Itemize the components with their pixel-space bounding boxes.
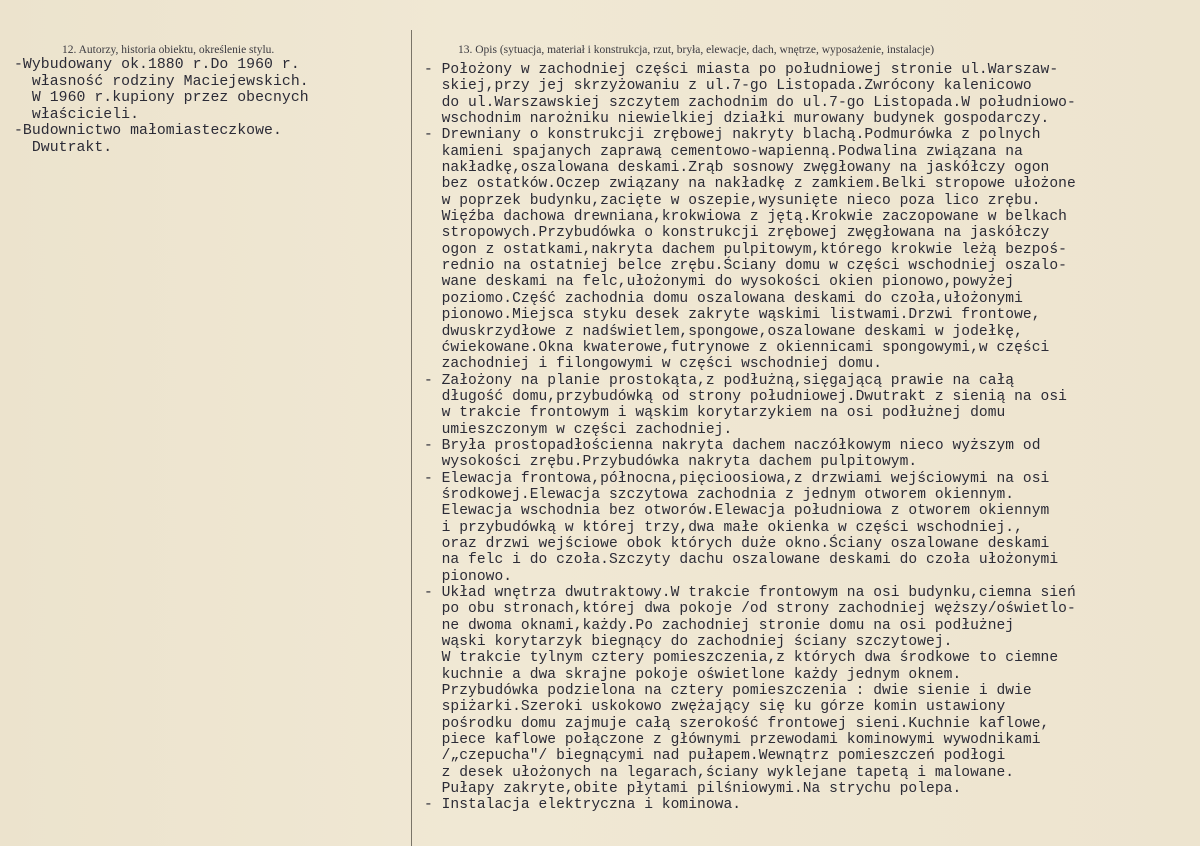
text-line: wschodnim narożniku niewielkiej działki murowany budynek gospodarczy. [424, 111, 1050, 128]
section-13-header: 13. Opis (sytuacja, materiał i konstrukcja, rzut, bryła, elewacje, dach, wnętrze, wyposażenie, instalacje) [458, 44, 935, 56]
text-line: - Układ wnętrza dwutraktowy.W trakcie frontowym na osi budynku,ciemna sień [424, 585, 1076, 601]
text-line: -Budownictwo małomiasteczkowe. [14, 123, 282, 140]
text-line: - Założony na planie prostokąta,z podłużną,sięgającą prawie na całą [424, 372, 1015, 389]
text-line: - Instalacja elektryczna i kominowa. [424, 797, 742, 814]
text-line: -Wybudowany ok.1880 r.Do 1960 r. [14, 57, 300, 73]
text-line: długość domu,przybudówką od strony południowej.Dwutrakt z sienią na osi [424, 388, 1067, 405]
text-line: pośrodku domu zajmuje całą szerokość frontowej sieni.Kuchnie kaflowe, [424, 715, 1050, 732]
text-line: pionowo.Miejsca styku desek zakryte wąskimi listwami.Drzwi frontowe, [424, 307, 1041, 324]
text-line: stropowych.Przybudówka o konstrukcji zrębowej zwęgłowana na jaskółczy [424, 225, 1050, 242]
text-line: do ul.Warszawskiej szczytem zachodnim do ul.7-go Listopada.W południowo- [424, 94, 1076, 111]
history-text [14, 57, 404, 157]
text-line: i przybudówką w której trzy,dwa małe okienka w części wschodniej., [424, 519, 1023, 536]
text-line: w poprzek budynku,zacięte w oszepie,wysunięte nieco poza lico zrębu. [424, 192, 1041, 209]
text-line: - Elewacja frontowa,północna,pięcioosiowa,z drzwiami wejściowymi na osi [424, 470, 1050, 487]
text-line: bez ostatków.Oczep związany na nakładkę z zamkiem.Belki stropowe ułożone [424, 176, 1076, 193]
text-line: piece kaflowe połączone z głównymi przewodami kominowymi wywodnikami [424, 732, 1041, 749]
text-line: rednio na ostatniej belce zrębu.Ściany domu w części wschodniej oszalo- [424, 258, 1067, 275]
text-line: Dwutrakt. [14, 139, 113, 156]
text-line: pionowo. [424, 568, 513, 585]
text-line: ćwiekowane.Okna kwaterowe,futrynowe z okiennicami spongowymi,w części [424, 339, 1050, 356]
text-line: W trakcie tylnym cztery pomieszczenia,z których dwa środkowe to ciemne [424, 650, 1059, 667]
text-line: własność rodziny Maciejewskich. [14, 73, 309, 90]
text-line: wysokości zrębu.Przybudówka nakryta dachem pulpitowym. [424, 454, 918, 471]
text-line: właścicieli. [14, 106, 140, 123]
text-line: po obu stronach,której dwa pokoje /od strony zachodniej węższy/oświetlo- [424, 601, 1076, 618]
text-line: Elewacja wschodnia bez otworów.Elewacja południowa z otworem okiennym [424, 503, 1050, 520]
text-line: nakładkę,oszalowana deskami.Zrąb sosnowy zwęgłowany na jaskółczy ogon [424, 160, 1050, 177]
text-line: - Położony w zachodniej części miasta po południowej stronie ul.Warszaw- [424, 62, 1059, 78]
text-line: Przybudówka podzielona na cztery pomieszczenia : dwie sienie i dwie [424, 683, 1032, 700]
description-text [424, 62, 1196, 814]
text-line: zachodniej i filongowymi w części wschodniej domu. [424, 356, 882, 373]
text-line: kuchnie a dwa skrajne pokoje oświetlone każdy jednym oknem. [424, 666, 962, 683]
text-line: ne dwoma oknami,każdy.Po zachodniej stronie domu na osi podłużnej [424, 617, 1015, 634]
text-line: - Bryła prostopadłościenna nakryta dachem naczółkowym nieco wyższym od [424, 437, 1041, 454]
text-line: poziomo.Część zachodnia domu oszalowana deskami do czoła,ułożonymi [424, 290, 1023, 307]
text-line: skiej,przy jej skrzyżowaniu z ul.7-go Listopada.Zwrócony kalenicowo [424, 78, 1032, 95]
text-line: W 1960 r.kupiony przez obecnych [14, 90, 309, 107]
section-12-header: 12. Autorzy, historia obiektu, określenie stylu. [62, 44, 275, 56]
text-line: dwuskrzydłowe z nadświetlem,spongowe,oszalowane deskami w jodełkę, [424, 323, 1023, 340]
text-line: środkowej.Elewacja szczytowa zachodnia z jednym otworem okiennym. [424, 486, 1015, 503]
text-line: na felc i do czoła.Szczyty dachu oszalowane deskami do czoła ułożonymi [424, 552, 1059, 569]
text-line: /„czepucha"/ biegnącymi nad pułapem.Wewnątrz pomieszczeń podłogi [424, 748, 1006, 765]
text-line: spiżarki.Szeroki uskokowo zwężający się ku górze komin ustawiony [424, 699, 1006, 716]
text-line: kamieni spajanych zaprawą cementowo-wapienną.Podwalina związana na [424, 143, 1023, 160]
text-line: umieszczonym w części zachodniej. [424, 421, 733, 438]
text-line: wane deskami na felc,ułożonymi do wysokości okien pionowo,powyżej [424, 274, 1015, 291]
text-line: Pułapy zakryte,obite płytami pilśniowymi.Na strychu polepa. [424, 781, 962, 798]
column-divider [411, 30, 412, 846]
text-line: w trakcie frontowym i wąskim korytarzykiem na osi podłużnej domu [424, 405, 1006, 422]
text-line: - Drewniany o konstrukcji zrębowej nakryty blachą.Podmurówka z polnych [424, 127, 1041, 144]
text-line: wąski korytarzyk biegnący do zachodniej ściany szczytowej. [424, 634, 953, 651]
text-line: oraz drzwi wejściowe obok których duże okno.Ściany oszalowane deskami [424, 535, 1050, 552]
text-line: Więźba dachowa drewniana,krokwiowa z jętą.Krokwie zaczopowane w belkach [424, 209, 1067, 226]
text-line: ogon z ostatkami,nakryta dachem pulpitowym,którego krokwie leżą bezpoś- [424, 241, 1067, 258]
text-line: z desek ułożonych na legarach,ściany wyklejane tapetą i malowane. [424, 764, 1015, 781]
